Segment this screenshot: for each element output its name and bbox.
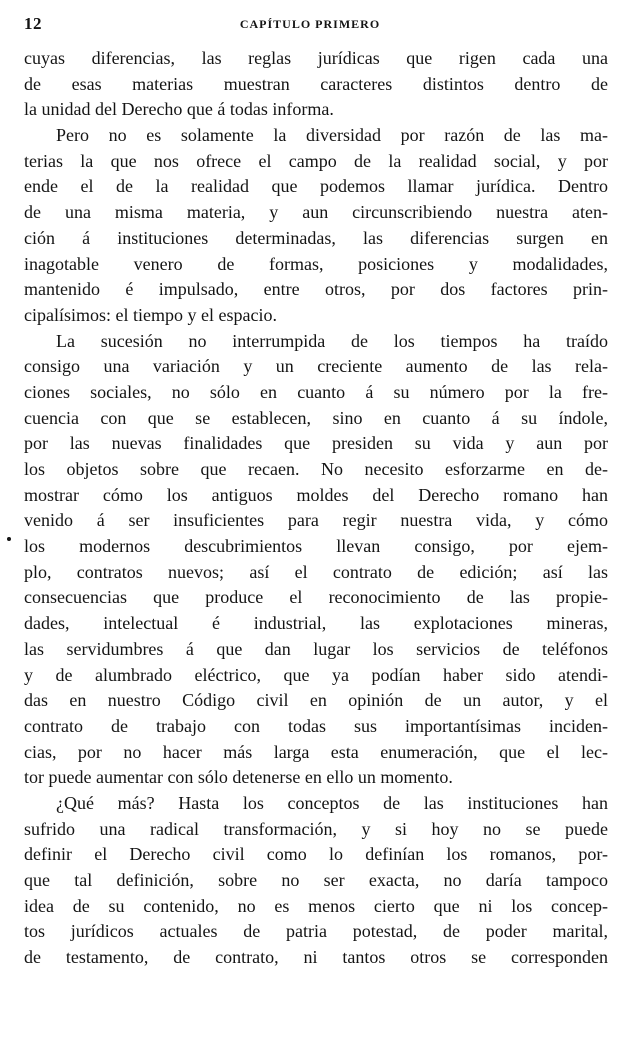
stray-ink-dot [7, 537, 11, 541]
text-line: los objetos sobre que recaen. No necesito esforzarme en de- [24, 459, 608, 479]
text-line: das en nuestro Código civil en opinión de un autor, y el [24, 690, 608, 711]
text-line: idea de su contenido, no es menos cierto que ni los concep- [24, 895, 608, 916]
text-line: cias, por no hacer más larga esta enumeración, que el lec- [24, 741, 608, 762]
text-line: tos jurídicos actuales de patria potestad, de poder marital, [24, 921, 608, 942]
text-line: las servidumbres á que dan lugar los servicios de teléfonos [24, 638, 608, 659]
text-line: Pero no es solamente la diversidad por razón de las ma- [56, 125, 608, 146]
text-line: los modernos descubrimientos llevan consigo, por ejem- [24, 536, 608, 557]
text-line: inagotable venero de formas, posiciones y modalidades, [24, 253, 608, 274]
text-line: ción á instituciones determinadas, las diferencias surgen en [24, 227, 608, 248]
body-text [24, 46, 608, 971]
text-line: cuencia con que se establecen, sino en cuanto á su índole, [24, 407, 608, 428]
text-line: por las nuevas finalidades que presiden su vida y aun por [24, 433, 608, 454]
text-line: ¿Qué más? Hasta los conceptos de las instituciones han [56, 792, 608, 813]
text-line: la unidad del Derecho que á todas informa. [24, 99, 334, 120]
running-head: CAPÍTULO PRIMERO [239, 17, 381, 31]
text-line: consecuencias que produce el reconocimiento de las propie- [24, 587, 608, 608]
text-line: dades, intelectual é industrial, las explotaciones mineras, [24, 613, 608, 634]
text-line: contrato de trabajo con todas sus importantísimas inciden- [24, 715, 608, 736]
text-line: cuyas diferencias, las reglas jurídicas que rigen cada una [24, 48, 608, 68]
text-line: de testamento, de contrato, ni tantos otros se corresponden [24, 947, 608, 968]
text-line: terias la que nos ofrece el campo de la realidad social, y por [24, 150, 608, 171]
text-line: ciones sociales, no sólo en cuanto á su número por la fre- [24, 381, 608, 402]
text-line: que tal definición, sobre no ser exacta, no daría tampoco [24, 870, 608, 890]
text-line: consigo una variación y un creciente aumento de las rela- [24, 356, 608, 377]
text-line: de una misma materia, y aun circunscribiendo nuestra aten- [24, 202, 608, 223]
text-line: mantenido é impulsado, entre otros, por dos factores prin- [24, 279, 608, 300]
page-number: 12 [24, 14, 42, 33]
text-line: y de alumbrado eléctrico, que ya podían haber sido atendi- [24, 664, 608, 685]
text-line: tor puede aumentar con sólo detenerse en ello un momento. [24, 767, 453, 788]
text-line: venido á ser insuficientes para regir nuestra vida, y cómo [24, 510, 608, 531]
text-line: definir el Derecho civil como lo definían los romanos, por- [24, 844, 608, 865]
text-line: sufrido una radical transformación, y si hoy no se puede [24, 818, 608, 839]
text-line: mostrar cómo los antiguos moldes del Derecho romano han [24, 484, 608, 505]
text-line: de esas materias muestran caracteres distintos dentro de [24, 73, 608, 94]
text-line: plo, contratos nuevos; así el contrato de edición; así las [24, 561, 608, 582]
text-line: cipalísimos: el tiempo y el espacio. [24, 304, 277, 325]
text-line: ende el de la realidad que podemos llamar jurídica. Dentro [24, 176, 608, 197]
text-line: La sucesión no interrumpida de los tiempos ha traído [56, 330, 608, 351]
